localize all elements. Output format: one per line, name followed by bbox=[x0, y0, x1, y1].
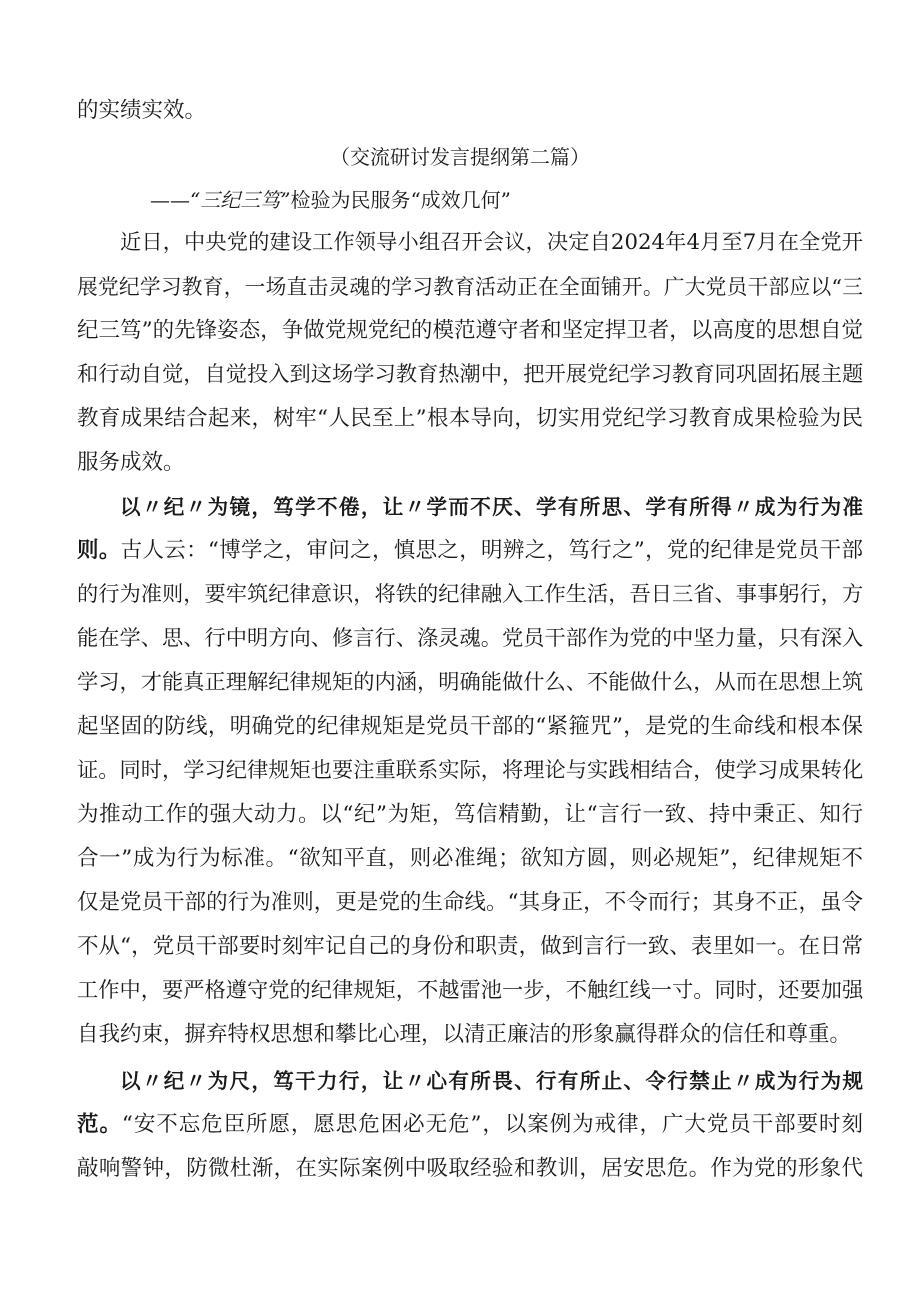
intro-paragraph-line: 近日，中央党的建设工作领导小组召开会议，决定自2024年4月至7月在全党开 bbox=[120, 230, 863, 255]
section-one-line: 合一”成为行为标准。“欲知平直，则必准绳；欲知方圆，则必规矩”，纪律规矩不 bbox=[77, 846, 863, 871]
section-one-line: 仅是党员干部的行为准则，更是党的生命线。“其身正，不令而行；其身不正，虽令 bbox=[77, 890, 863, 915]
intro-paragraph-line: 服务成效。 bbox=[77, 450, 185, 475]
section-one-line: 起坚固的防线，明确党的纪律规矩是党员干部的“紧箍咒”，是党的生命线和根本保 bbox=[77, 714, 863, 739]
section-two-heading-end: 范。 bbox=[77, 1112, 122, 1137]
section-one-line: 为推动工作的强大动力。以“纪”为矩，笃信精勤，让“言行一致、持中秉正、知行 bbox=[77, 802, 863, 827]
section-one-heading: 以〃纪〃为镜，笃学不倦，让〃学而不厌、学有所思、学有所得〃成为行为准 bbox=[120, 495, 863, 519]
section-one-line: 不从“，党员干部要时刻牢记自己的身份和职责，做到言行一致、表里如一。在日常 bbox=[77, 934, 863, 959]
section-one-heading-end: 则。 bbox=[77, 538, 121, 563]
section-two-text: “安不忘危臣所愿，愿思危困必无危”，以案例为戒律，广大党员干部要时刻 bbox=[121, 1112, 863, 1137]
section-one-line: 学习，才能真正理解纪律规矩的内涵，明确能做什么、不能做什么，从而在思想上筑 bbox=[77, 670, 864, 695]
subtitle-quote: “三纪三笃” bbox=[190, 188, 291, 212]
section-one-line: 工作中，要严格遵守党的纪律规矩，不越雷池一步，不触红线一寸。同时，还要加强 bbox=[77, 978, 864, 1003]
section-one-text: 古人云：“博学之，审问之，慎思之，明辨之，笃行之”，党的纪律是党员干部 bbox=[120, 538, 863, 563]
paragraph-tail-line: 的实绩实效。 bbox=[77, 98, 207, 123]
intro-paragraph-line: 纪三笃”的先锋姿态，争做党规党纪的模范遵守者和坚定捍卫者，以高度的思想自觉 bbox=[77, 318, 863, 343]
subtitle-dash: —— bbox=[150, 188, 190, 212]
intro-paragraph-line: 和行动自觉，自觉投入到这场学习教育热潮中，把开展党纪学习教育同巩固拓展主题 bbox=[77, 362, 864, 387]
intro-paragraph-line: 展党纪学习教育，一场直击灵魂的学习教育活动正在全面铺开。广大党员干部应以“三 bbox=[77, 275, 863, 299]
section-heading: （交流研讨发言提纲第二篇） bbox=[330, 145, 590, 169]
section-two-heading: 以〃纪〃为尺，笃干力行，让〃心有所畏、行有所止、令行禁止〃成为行为规 bbox=[120, 1069, 863, 1093]
section-subtitle bbox=[150, 187, 511, 213]
section-two-line bbox=[77, 1112, 863, 1138]
subtitle-text: 检验为民服务“成效几何” bbox=[290, 188, 511, 212]
section-one-line: 的行为准则，要牢筑纪律意识，将铁的纪律融入工作生活，吾日三省、事事躬行，方 bbox=[77, 582, 864, 607]
section-two-line: 敲响警钟，防微杜渐，在实际案例中吸取经验和教训，居安思危。作为党的形象代 bbox=[77, 1156, 863, 1181]
intro-paragraph-line: 教育成果结合起来，树牢“人民至上”根本导向，切实用党纪学习教育成果检验为民 bbox=[77, 406, 863, 431]
section-one-line: 能在学、思、行中明方向、修言行、涤灵魂。党员干部作为党的中坚力量，只有深入 bbox=[77, 626, 864, 651]
section-one-line: 证。同时，学习纪律规矩也要注重联系实际，将理论与实践相结合，使学习成果转化 bbox=[77, 758, 864, 783]
section-one-line: 自我约束，摒弃特权思想和攀比心理，以清正廉洁的形象赢得群众的信任和尊重。 bbox=[77, 1022, 852, 1047]
section-one-line bbox=[77, 538, 863, 564]
